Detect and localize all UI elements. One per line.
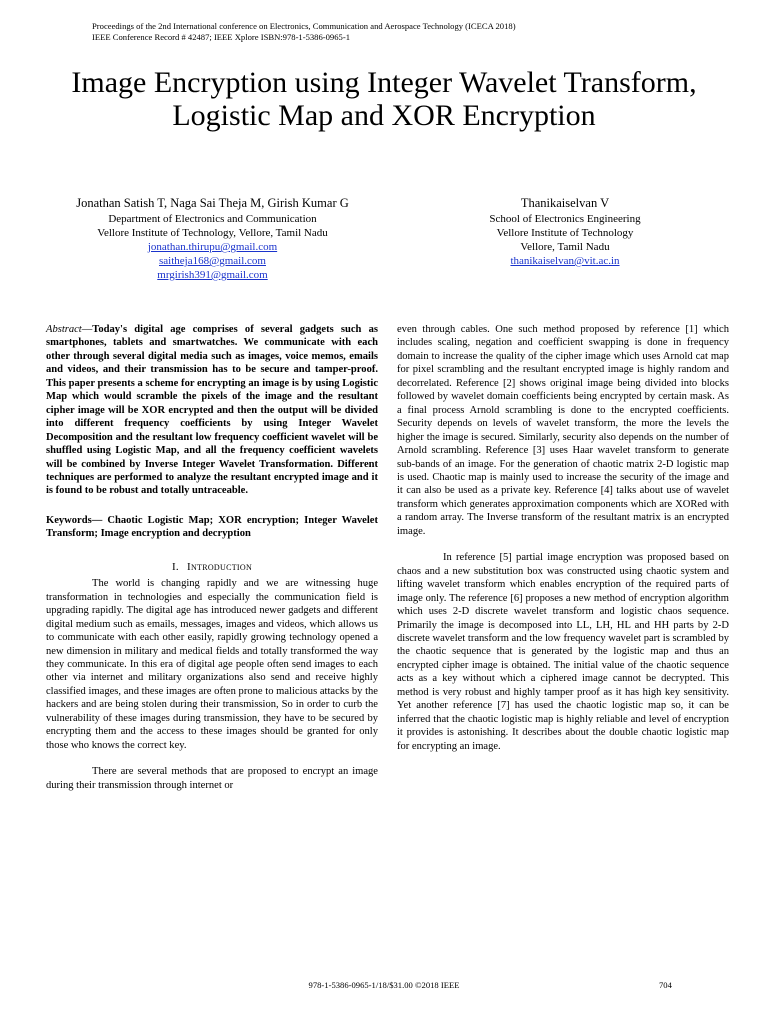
author-block-right <box>420 195 710 268</box>
right-column <box>397 323 729 753</box>
section-title: Introduction <box>186 560 253 573</box>
section-number: I. <box>171 560 179 573</box>
abstract-label: Abstract <box>46 324 82 335</box>
author-email-link[interactable]: mrgirish391@gmail.com <box>157 269 268 281</box>
author-city-right: Vellore, Tamil Nadu <box>520 241 610 253</box>
title-line-1: Image Encryption using Integer Wavelet Transform, <box>71 66 697 99</box>
author-names-right: Thanikaiselvan V <box>520 196 610 210</box>
author-dept-left: Department of Electronics and Communication <box>108 213 317 225</box>
body-paragraph-continued: even through cables. One such method proposed by reference [1] which includes scaling, negation and coefficient swapping is done in frequency domain to increase the quality of the cipher image which uses Arnold cat map for pixel scrambling and the resultant encrypted image is highly random and decorrelated. Reference [2] shows original image being divided into blocks followed by wavelet domain coefficients being encrypted by certain mask. As a final process Arnold scrambling is done to the encrypted coefficients. Security depends on levels of wavelet transform, the more the levels the higher the image is secured. Similarly, security also depends on the number of Arnold scrambling. Reference [3] uses Haar wavelet transform to generate sub-bands of an image. For the generation of chaotic matrix 2-D logistic map is used. Chaotic map is mainly used to increase the security of the image and it can also be used as a private key. Reference [4] talks about use of wavelet transform which generates approximation components which are XORed with a random array. The Inverse transform of the resultant matrix is an encrypted image. <box>397 324 729 537</box>
keywords: Keywords— Chaotic Logistic Map; XOR encryption; Integer Wavelet Transform; Image encryption and decryption <box>46 514 378 540</box>
author-institution-right: Vellore Institute of Technology <box>496 227 634 239</box>
abstract-dash: — <box>81 324 93 335</box>
page-number: 704 <box>659 980 672 990</box>
intro-paragraph-1: The world is changing rapidly and we are witnessing huge transformation in technologies and especially the communication field is upgrading rapidly. The digital age has introduced newer gadgets and different digital medium such as emails, messages, images and videos, which allows us to communicate with each other easily, rapidly growing technology opened a new dimension in military and medical fields and totally transformed the way they communicate. In this era of digital age people often send images to each other via internet and military organizations also send and receive highly classified images, and these images are often prone to malicious attacks by the hackers and are being stolen during their transmission, So in order to curb the vulnerability of these images during transmission, they have to be secured by encrypting them and the access to these images should be granted for only those who knows the correct key. <box>46 578 378 751</box>
proceedings-header <box>92 21 516 43</box>
author-names-left: Jonathan Satish T, Naga Sai Theja M, Girish Kumar G <box>76 196 349 210</box>
footer-copyright: 978-1-5386-0965-1/18/$31.00 ©2018 IEEE <box>308 980 460 990</box>
proceedings-line-2: IEEE Conference Record # 42487; IEEE Xplore ISBN:978-1-5386-0965-1 <box>92 32 350 42</box>
author-email-link[interactable]: saitheja168@gmail.com <box>159 255 266 267</box>
proceedings-line-1: Proceedings of the 2nd International conference on Electronics, Communication and Aerospace Technology (ICECA 2018) <box>92 21 516 31</box>
author-institution-left: Vellore Institute of Technology, Vellore, Tamil Nadu <box>97 227 328 239</box>
section-heading <box>46 561 378 574</box>
abstract-text: Today's digital age comprises of several gadgets such as smartphones, tablets and smartwatches. We communicate with each other through several digital media such as images, voice memos, emails and videos, and their transmission has to be secure and tamper-proof. This paper presents a scheme for encrypting an image is by using Logistic Map which would scramble the pixels of the image and the resultant cipher image will be XOR encrypted and then the output will be divided into different frequency coefficients by using Integer Wavelet Decomposition and the resultant low frequency coefficient wavelet will be shuffled using Logistic Map, and all the frequency coefficient wavelets will be combined by Inverse Integer Wavelet Transformation. Different techniques are performed to analyze the resultant encrypted image and it is found to be robust and totally untraceable. <box>46 324 378 497</box>
author-dept-right: School of Electronics Engineering <box>489 213 641 225</box>
body-paragraph-references: In reference [5] partial image encryption was proposed based on chaos and a new substitution box was constructed using chaotic system and lifting wavelet transform which enables encryption of the required parts of image only. The reference [6] proposes a new method of encryption algorithm which uses 2-D discrete wavelet transform and logistic chaos sequence. Primarily the image is decomposed into LL, LH, HL and HH parts by 2-D discrete wavelet transform and the low frequency wavelet part is scrambled by the chaotic sequence that is generated by the logistic map and thus an encrypted cipher image is obtained. The initial value of the chaotic sequence acts as a key without which a ciphered image cannot be decrypted. This method is very robust and highly tamper proof as it has high key sensitivity. Yet another reference [7] has used the chaotic logistic map so, it can be inferred that the chaotic logistic map is highly reliable and level of encryption it provides is astonishing. It describes about the double chaotic logistic map for encrypting an image. <box>397 552 729 752</box>
author-block-left <box>40 195 385 282</box>
paper-title <box>40 66 728 132</box>
author-email-link[interactable]: thanikaiselvan@vit.ac.in <box>510 255 620 267</box>
author-email-link[interactable]: jonathan.thirupu@gmail.com <box>147 241 278 253</box>
left-column <box>46 323 378 792</box>
title-line-2: Logistic Map and XOR Encryption <box>172 99 596 132</box>
intro-paragraph-2: There are several methods that are proposed to encrypt an image during their transmission through internet or <box>46 766 378 791</box>
abstract <box>46 323 378 498</box>
